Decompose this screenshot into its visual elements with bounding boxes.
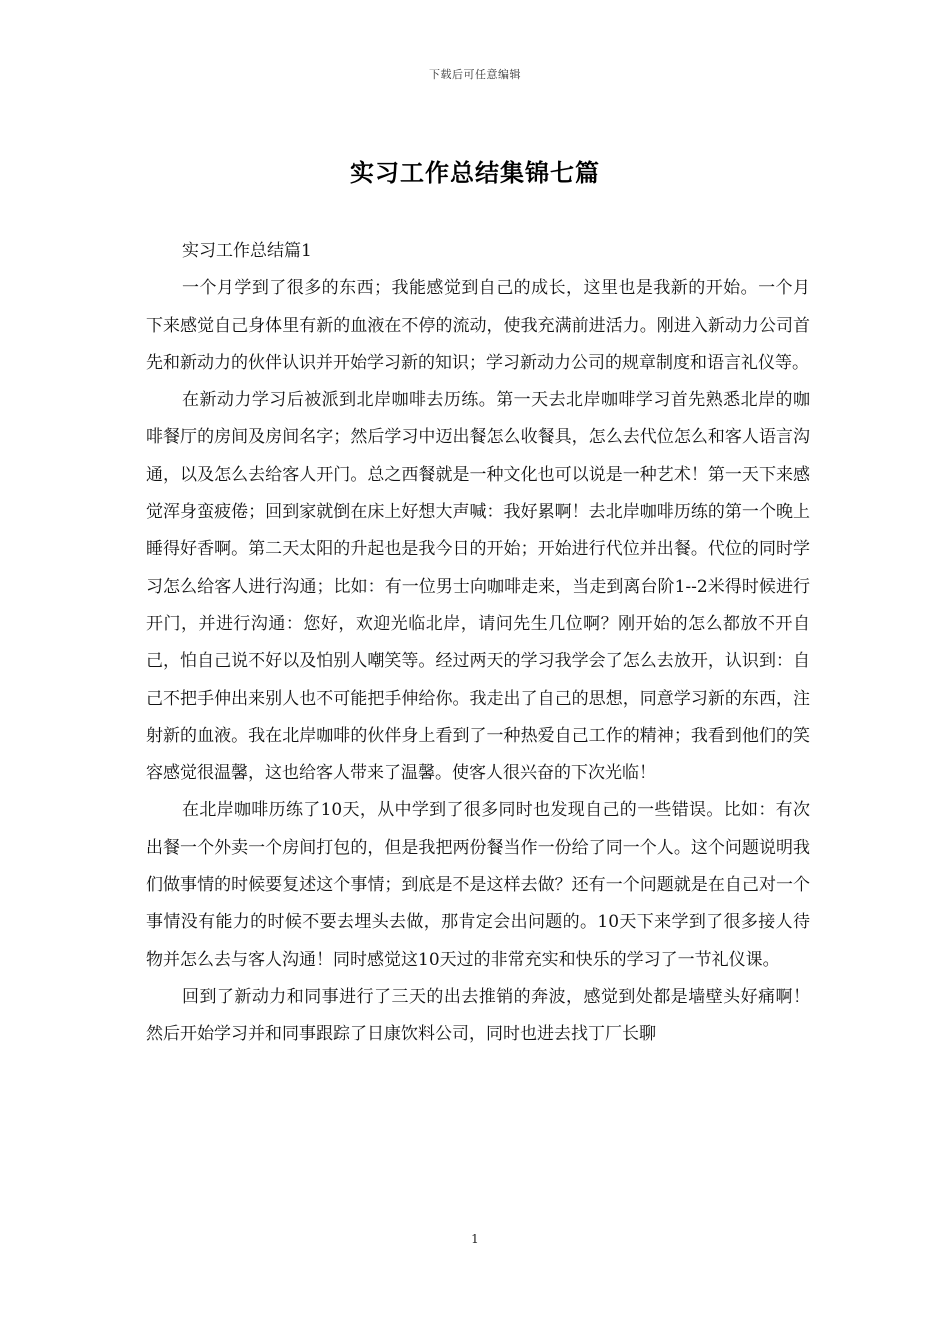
document-title: 实习工作总结集锦七篇	[350, 158, 600, 187]
document-body	[146, 233, 810, 1054]
paragraph-3: 在北岸咖啡历练了10天，从中学到了很多同时也发现自己的一些错误。比如：有次出餐一个外卖一个房间打包的，但是我把两份餐当作一份给了同一个人。这个问题说明我们做事情的时候要复述这个事情；到底是不是这样去做？还有一个问题就是在自己对一个事情没有能力的时候不要去埋头去做，那肯定会出问题的。10天下来学到了很多接人待物并怎么去与客人沟通！同时感觉这10天过的非常充实和快乐的学习了一节礼仪课。	[146, 800, 810, 970]
section-heading: 实习工作总结篇1	[182, 241, 312, 261]
paragraph-4: 回到了新动力和同事进行了三天的出去推销的奔波，感觉到处都是墙壁头好痛啊！然后开始学习并和同事跟踪了日康饮料公司，同时也进去找丁厂长聊	[146, 986, 810, 1045]
page-number: 1	[471, 1232, 479, 1246]
paragraph-2: 在新动力学习后被派到北岸咖啡去历练。第一天去北岸咖啡学习首先熟悉北岸的咖啡餐厅的房间及房间名字；然后学习中迈出餐怎么收餐具，怎么去代位怎么和客人语言沟通，以及怎么去给客人开门。总之西餐就是一种文化也可以说是一种艺术！第一天下来感觉浑身蛮疲倦；回到家就倒在床上好想大声喊：我好累啊！去北岸咖啡历练的第一个晚上睡得好香啊。第二天太阳的升起也是我今日的开始；开始进行代位并出餐。代位的同时学习怎么给客人进行沟通；比如：有一位男士向咖啡走来，当走到离台阶1--2米得时候进行开门，并进行沟通：您好，欢迎光临北岸，请问先生几位啊？刚开始的怎么都放不开自己，怕自己说不好以及怕别人嘲笑等。经过两天的学习我学会了怎么去放开，认识到：自己不把手伸出来别人也不可能把手伸给你。我走出了自己的思想，同意学习新的东西，注射新的血液。我在北岸咖啡的伙伴身上看到了一种热爱自己工作的精神；我看到他们的笑容感觉很温馨，这也给客人带来了温馨。使客人很兴奋的下次光临！	[146, 390, 810, 784]
header-note: 下载后可任意编辑	[429, 68, 521, 81]
paragraph-1: 一个月学到了很多的东西；我能感觉到自己的成长，这里也是我新的开始。一个月下来感觉自己身体里有新的血液在不停的流动，使我充满前进活力。刚进入新动力公司首先和新动力的伙伴认识并开始学习新的知识；学习新动力公司的规章制度和语言礼仪等。	[146, 278, 810, 373]
